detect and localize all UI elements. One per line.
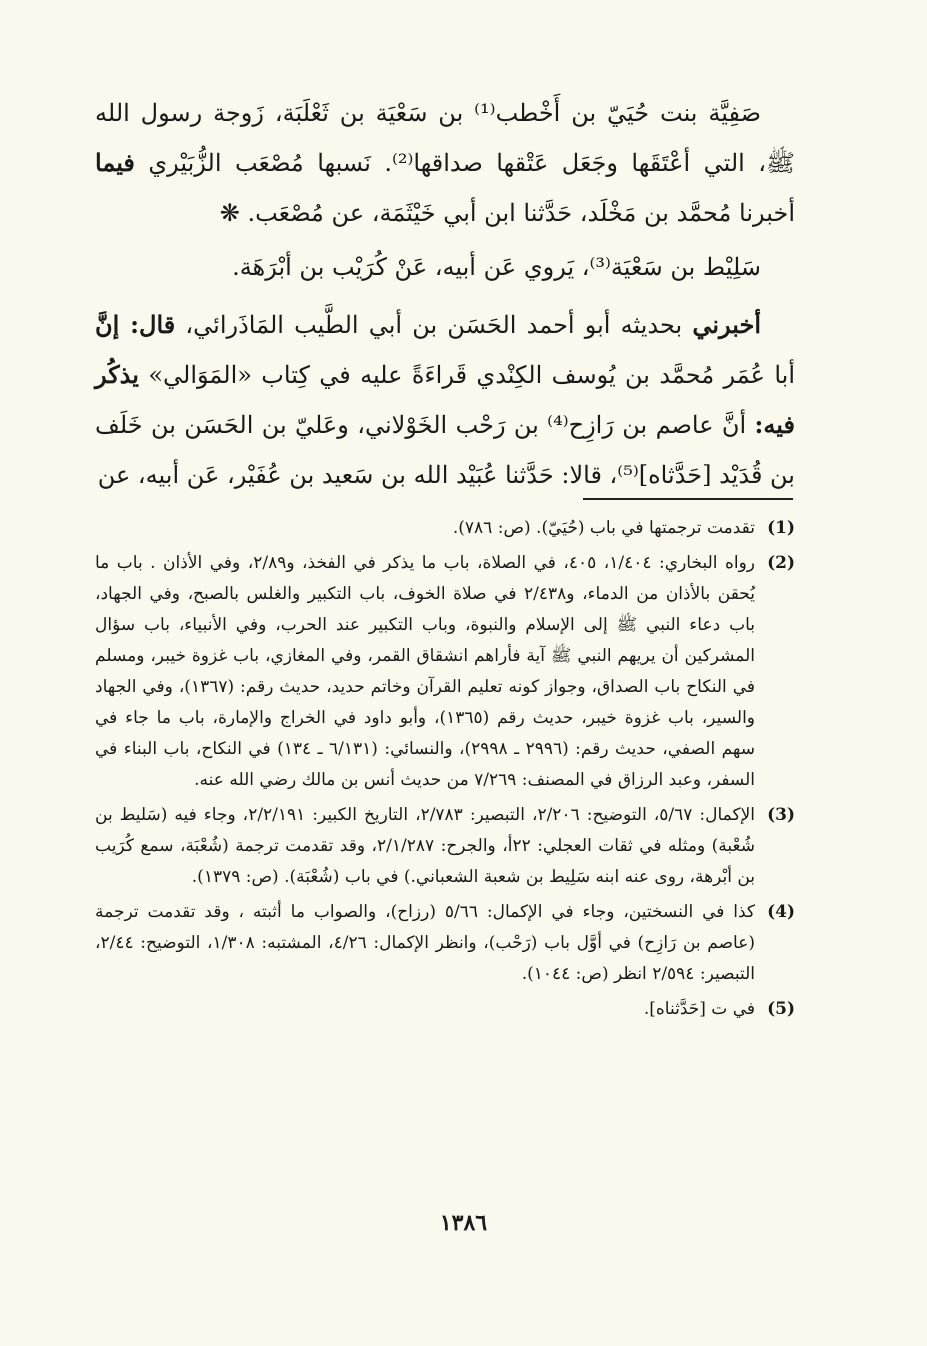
footnote: [95, 548, 795, 796]
paragraph-safiyya: صَفِيَّة بنت حُيَيّ بن أَخْطب⁽¹⁾ بن سَعْيَة بن ثَعْلَبَة، زَوجة رسول الله ﷺ، التي أعْتَقَها وجَعَل عَتْقها صداقها⁽²⁾. نَسبها مُصْعَب الزُّبَيْري فيما أخبرنا مُحمَّد بن مَخْلَد، حَدَّثنا ابن أبي خَيْثَمَة، عن مُصْعَب. ❋: [95, 99, 795, 227]
footnote-divider: [583, 498, 793, 500]
footnote-number: (5): [767, 999, 795, 1019]
footnote-text: كذا في النسختين، وجاء في الإكمال: ٥/٦٦ (رزاح)، والصواب ما أثبته ، وقد تقدمت ترجمة (عاصم بن رَازِح) في أوَّل باب (رَحْب)، وانظر الإكمال: ٤/٢٦، المشتبه: ١/٣٠٨، التوضيح: ٢/٤٤، التبصير: ٢/٥٩٤ انظر (ص: ١٠٤٤).: [95, 902, 755, 984]
page-number: ١٣٨٦: [439, 1210, 488, 1236]
main-text: [95, 88, 795, 500]
paragraph-salit: سَلِيْط بن سَعْيَة⁽³⁾، يَروي عَن أبيه، عَنْ كُرَيْب بن أبْرَهَة.: [232, 253, 761, 281]
footnote: [95, 800, 795, 893]
footnote-text: في ت [حَدَّثناه].: [643, 999, 755, 1019]
footnote-text: تقدمت ترجمتها في باب (حُيَيّ). (ص: ٧٨٦).: [452, 518, 755, 538]
footnote-number: (4): [767, 902, 795, 922]
footnote-number: (2): [767, 553, 795, 573]
footnote: [95, 513, 795, 544]
footnote-text: الإكمال: ٥/٦٧، التوضيح: ٢/٢٠٦، التبصير: ٢/٧٨٣، التاريخ الكبير: ٢/٢/١٩١، وجاء فيه (سَليط بن شُعْبة) ومثله في ثقات العجلي: ٢٢أ، والجرح: ٢/١/٢٨٧، وقد تقدمت ترجمة (شُعْبَة، سمع كُرَيب بن أبْرهة، روى عنه ابنه سَلِيط بن شعبة الشعباني.) في باب (شُعْبَة). (ص: ١٣٧٩).: [95, 805, 755, 887]
footnote-number: (3): [767, 805, 795, 825]
footnote-text: رواه البخاري: ١/٤٠٤، ٤٠٥، في الصلاة، باب ما يذكر في الفخذ، و٢/٨٩، وفي الأذان . باب ما يُحقن بالأذان من الدماء، و٢/٤٣٨ في صلاة الخوف، باب التكبير والغلس بالصبح، وفي الجهاد، باب دعاء النبي ﷺ إلى الإسلام والنبوة، وباب التكبير عند الحرب، وفي الأنبياء، باب سؤال المشركين أن يريهم النبي ﷺ آية فأراهم انشقاق القمر، وفي المغازي، باب غزوة خيبر، ومسلم في النكاح باب الصداق، وجواز كونه تعليم القرآن وخاتم حديد، حديث رقم: (١٣٦٧)، وفي الجهاد والسير، باب غزوة خيبر، حديث رقم (١٣٦٥)، وأبو داود في الخراج والإمارة، باب ما جاء في سهم الصفي، حديث رقم: (٢٩٩٦ ـ ٢٩٩٨)، والنسائي: (٦/١٣١ ـ ١٣٤) في النكاح، باب البناء في السفر، وعبد الرزاق في المصنف: ٧/٢٦٩ من حديث أنس بن مالك رضي الله عنه.: [95, 553, 756, 790]
bold-word: فيما: [95, 148, 135, 177]
footnote-number: (1): [767, 518, 795, 538]
footnotes: [95, 513, 795, 1029]
footnote: [95, 994, 795, 1025]
footnote: [95, 897, 795, 990]
paragraph-isnad: أخبرني بحديثه أبو أحمد الحَسَن بن أبي الطَّيب المَاذَرائي، قال: إنَّ أبا عُمَر مُحمَّد بن يُوسف الكِنْدي قَراءَةً عليه في كِتاب «المَوَالي» يذكُر فيه: أنَّ عاصم بن رَازِح⁽⁴⁾ بن رَحْب الخَوْلاني، وعَليّ بن الحَسَن بن خَلَف بن قُدَيْد [حَدَّثاه]⁽⁵⁾، قالا: حَدَّثنا عُبَيْد الله بن سَعيد بن عُفَيْر، عَن أبيه، عن: [95, 310, 795, 489]
